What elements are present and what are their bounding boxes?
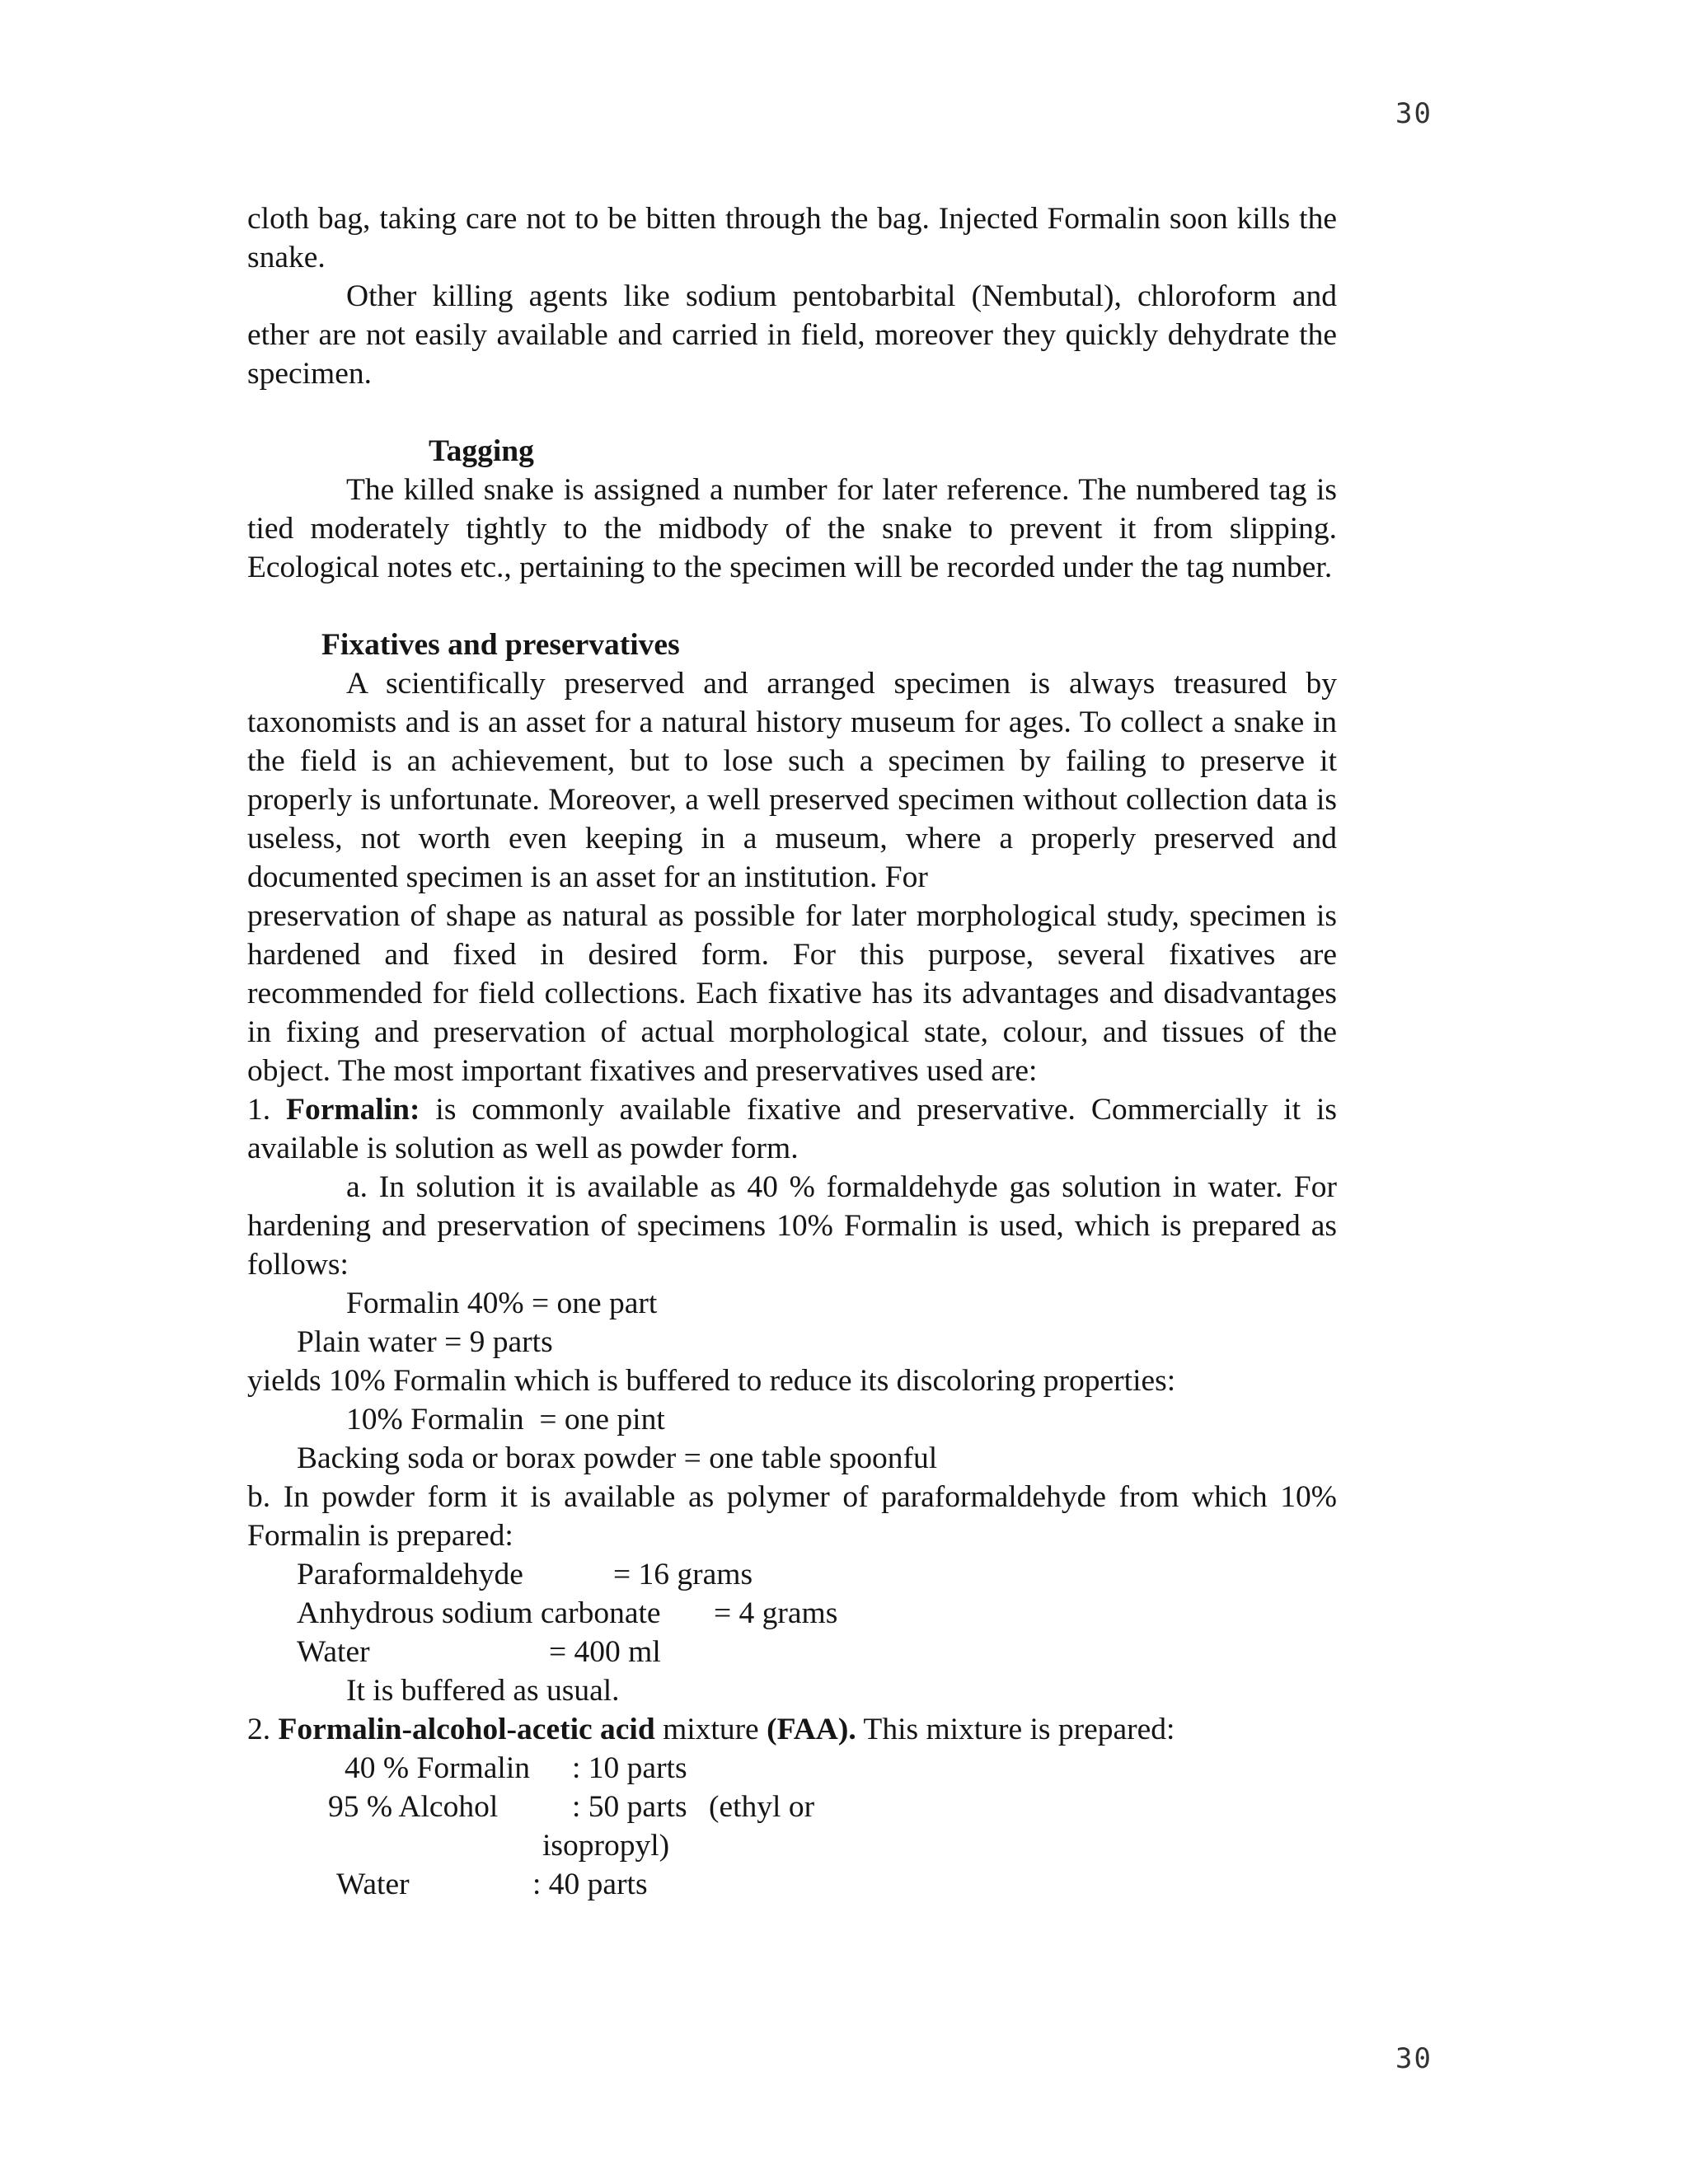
buffered-line <box>247 1671 1337 1710</box>
item-formalin <box>247 1090 1337 1168</box>
powder-value: = 4 grams <box>714 1596 838 1630</box>
item-text-faa-rest: This mixture is prepared: <box>856 1713 1175 1746</box>
paragraph-fixatives-1: A scientifically preserved and arranged specimen is always treasured by taxonomists and is an asset for a natural history museum for ages. To collect a snake in the field is an achievement, but to lose such a specimen by failing to preserve it properly is unfortunate. Moreover, a well preserved specimen without collection data is useless, not worth even keeping in a museum, where a properly preserved and documented specimen is an asset for an institution. For <box>247 667 1337 894</box>
powder-name: Water <box>297 1635 370 1669</box>
paragraph-formalin-solution: a. In solution it is available as 40 % formaldehyde gas solution in water. For hardening and preservation of specimens 10% Formalin is used, which is prepared as follows: <box>247 1170 1337 1282</box>
recipe-line <box>247 1323 1337 1361</box>
faa-note: (ethyl or <box>709 1790 815 1824</box>
item-number: 1. <box>247 1093 287 1127</box>
buffer-formalin-10: 10% Formalin = one pint <box>346 1403 665 1436</box>
faa-value: isopropyl) <box>542 1829 670 1863</box>
faa-name: 95 % Alcohol <box>328 1790 499 1824</box>
paragraph-powder-form: b. In powder form it is available as polymer of paraformaldehyde from which 10% Formalin is prepared: <box>247 1480 1337 1553</box>
spacer <box>247 587 1337 626</box>
faa-name: 40 % Formalin <box>345 1751 530 1785</box>
powder-value: = 16 grams <box>613 1558 753 1591</box>
item-label-faa: Formalin-alcohol-acetic acid <box>278 1713 655 1746</box>
item-number: 2. <box>247 1713 279 1746</box>
item-text-formalin: is commonly available fixative and preservative. Commercially it is available is solution as well as powder form. <box>247 1093 1337 1165</box>
buffer-line <box>247 1439 1337 1478</box>
powder-row <box>247 1633 1337 1671</box>
item-faa <box>247 1710 1337 1749</box>
buffered-note: It is buffered as usual. <box>346 1674 620 1708</box>
buffer-soda: Backing soda or borax powder = one table spoonful <box>297 1441 938 1475</box>
paragraph-yields: yields 10% Formalin which is buffered to reduce its discoloring properties: <box>247 1364 1176 1398</box>
faa-row <box>247 1865 1337 1904</box>
powder-name: Anhydrous sodium carbonate <box>297 1596 661 1630</box>
recipe-formalin-40: Formalin 40% = one part <box>346 1286 658 1320</box>
spacer <box>247 393 1337 432</box>
faa-row <box>247 1826 1337 1865</box>
item-text-faa: mixture <box>654 1713 767 1746</box>
heading-fixatives: Fixatives and preservatives <box>321 628 680 662</box>
heading-tagging: Tagging <box>429 434 534 468</box>
item-abbr-faa: (FAA). <box>767 1713 856 1746</box>
faa-row <box>247 1749 1337 1788</box>
buffer-line <box>247 1400 1337 1439</box>
paragraph-fixatives-2: preservation of shape as natural as possible for later morphological study, specimen is hardened and fixed in desired form. For this purpose, several fixatives are recommended for field collections. Each fixative has its advantages and disadvantages in fixing and preservation of actual morphological state, colour, and tissues of the object. The most important fixatives and preservatives used are: <box>247 899 1337 1088</box>
paragraph-tagging: The killed snake is assigned a number for later reference. The numbered tag is tied moderately tightly to the midbody of the snake to prevent it from slipping. Ecological notes etc., pertaining to the specimen will be recorded under the tag number. <box>247 473 1337 584</box>
recipe-plain-water: Plain water = 9 parts <box>297 1325 553 1359</box>
faa-row <box>247 1788 1337 1826</box>
faa-value: : 10 parts <box>572 1751 687 1785</box>
paragraph-killing-agents: Other killing agents like sodium pentobarbital (Nembutal), chloroform and ether are not easily available and carried in field, moreover they quickly dehydrate the specimen. <box>247 279 1337 391</box>
recipe-line <box>247 1284 1337 1323</box>
faa-value: : 50 parts <box>572 1790 687 1824</box>
faa-value: : 40 parts <box>532 1868 648 1901</box>
page-body <box>247 199 1337 1904</box>
powder-row <box>247 1555 1337 1594</box>
powder-value: = 400 ml <box>549 1635 661 1669</box>
paragraph-snake-killing: cloth bag, taking care not to be bitten through the bag. Injected Formalin soon kills the snake. <box>247 202 1337 274</box>
page-number-top: 30 <box>1395 97 1432 130</box>
powder-row <box>247 1594 1337 1633</box>
item-label-formalin: Formalin: <box>286 1093 420 1127</box>
faa-name: Water <box>336 1868 410 1901</box>
page-number-bottom: 30 <box>1395 2042 1432 2075</box>
powder-name: Paraformaldehyde <box>297 1558 523 1591</box>
